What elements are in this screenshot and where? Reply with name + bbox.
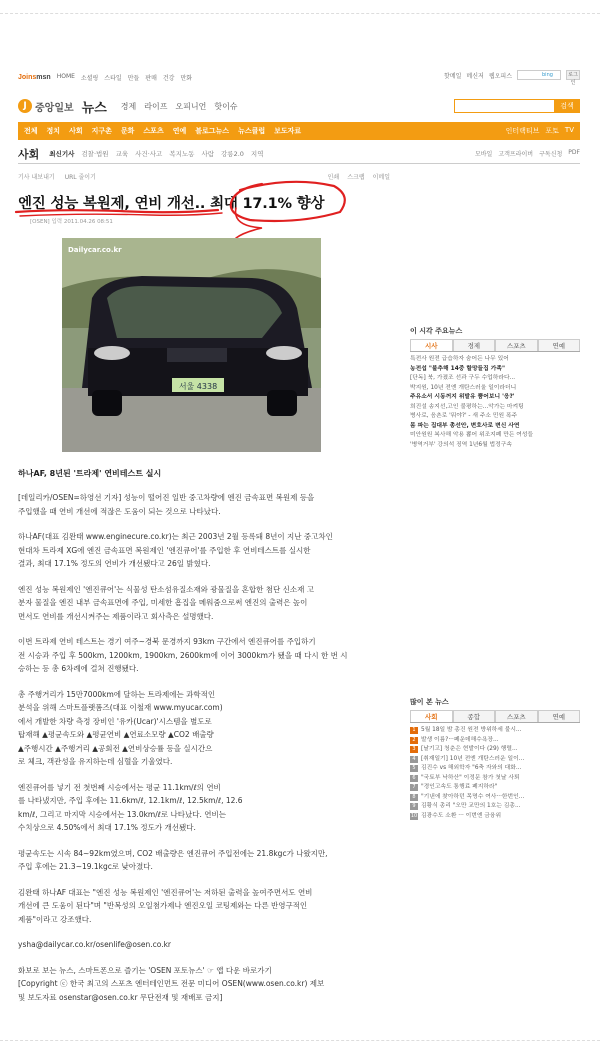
article-paragraph: [데일리카/OSEN=하영선 기자] 성능이 떨어진 일반 중고차량에 엔진 금속표면 복원제 등을 주입했을 때 연비 개선에 적잖은 도움이 되는 것으로 나타났다.: [18, 493, 315, 516]
most-viewed-item[interactable]: [410, 755, 580, 765]
sidebar-top-title: 이 시각 주요뉴스: [410, 327, 463, 335]
logo-part-msn: msn: [36, 73, 51, 81]
photo-caption: 하나AF, 8년된 '트라제' 연비테스트 실시: [18, 469, 162, 478]
rank-number: 2: [410, 737, 418, 744]
sidebar-top-tab[interactable]: 스포츠: [495, 339, 538, 351]
sub-nav-link[interactable]: 사람: [201, 150, 215, 158]
util-right-link[interactable]: 핫메일: [444, 72, 462, 80]
sidebar-most-viewed-tab[interactable]: 스포츠: [495, 710, 538, 722]
sub-nav-right-link[interactable]: 구독신청: [539, 151, 563, 158]
sub-nav-right-link[interactable]: PDF: [568, 149, 580, 156]
rank-number: 9: [410, 803, 418, 810]
sidebar-top-item[interactable]: 특전사 원전 급습하자 숨어든 나무 있어: [410, 356, 509, 362]
util-right-link[interactable]: 웹오피스: [488, 72, 512, 80]
most-viewed-item[interactable]: [410, 774, 580, 784]
category-right-link[interactable]: 인터랙티브: [505, 127, 540, 135]
most-viewed-item-title: 발생 이름?···폐운데해수욕장...: [421, 736, 499, 743]
category-right: [506, 126, 574, 136]
util-nav-link[interactable]: 스타일: [104, 74, 122, 82]
rank-number: 10: [410, 812, 418, 819]
util-nav-link[interactable]: 만들: [127, 74, 140, 82]
most-viewed-item-title: 김진수 vs 해외학자 "6축 자와의 대화...: [421, 765, 522, 771]
license-plate: 서울 4338: [178, 382, 218, 391]
sub-nav-link[interactable]: 지역: [250, 150, 264, 158]
sidebar-top-news: [410, 326, 580, 450]
bing-search-input[interactable]: bing: [517, 70, 561, 80]
rank-number: 5: [410, 765, 418, 772]
sidebar-most-viewed-tab[interactable]: 연예: [538, 710, 581, 722]
category-link[interactable]: 연예: [172, 127, 187, 135]
most-viewed-item[interactable]: [410, 726, 580, 736]
article-paragraph: 이번 트라제 연비 테스트는 경기 여주~경북 문경까지 93km 구간에서 엔진큐어를 주입하기 전 시승과 주입 후 500km, 1200km, 1900km, 2600km에 이어 3000km가 됐을 때 다시 한 번 시 승하는 등 총 6차례에 걸쳐 진행됐다.: [18, 637, 348, 673]
category-link[interactable]: 뉴스클럽: [238, 127, 266, 135]
joins-msn-logo[interactable]: [18, 74, 51, 81]
van-photo-illustration: [62, 238, 321, 452]
util-nav-link[interactable]: HOME: [56, 72, 75, 80]
sidebar-top-item[interactable]: 박지원, 10년 전엔 개탄스러울 일이라더니: [410, 384, 517, 391]
sidebar-top-item[interactable]: 병사로, 음촌로 '뭐야?' - 새 주소 민원 폭주: [410, 413, 518, 419]
headline-part2: 최대 17.1% 향상: [210, 196, 325, 212]
article-paragraph: 총 주행거리가 15만7000km에 달하는 트라제에는 과학적인 분석을 위해 스마트플랫폼즈(대표 이철재 www.myucar.com) 에서 개발한 차량 측정 장비인 '유카(Ucar)'시스템을 별도로 탑재해 ▲평균속도와 ▲평균연비 ▲연료소모량 ▲CO2 배출량 ▲주행시간 ▲주행거리 ▲공회전 ▲연비상승률 등을 실시간으 로 체크, 객관성을 유지하는데 심혈을 기울였다.: [18, 689, 223, 766]
util-nav-link[interactable]: 소셜링: [80, 74, 99, 82]
rank-number: 3: [410, 746, 418, 753]
utility-bar: [18, 70, 580, 84]
rank-number: 8: [410, 794, 418, 801]
rank-number: 4: [410, 756, 418, 763]
sidebar-top-item[interactable]: 미안원원 복사해 악용 뽑어 위조지폐 만든 여성들: [410, 432, 534, 438]
article-headline: [18, 192, 398, 213]
category-items: [24, 126, 301, 136]
sidebar-top-tab[interactable]: 연예: [538, 339, 581, 351]
article-paragraph: 평균속도는 시속 84~92km였으며, CO2 배출량은 엔진큐어 주입전에는 21.8kgc가 나왔지만, 주입 후에는 21.3~19.1kgc로 낮아졌다.: [18, 848, 328, 871]
sidebar-most-viewed-list: [410, 726, 580, 821]
header-nav-link[interactable]: 핫이슈: [214, 101, 238, 111]
sidebar-most-viewed: [410, 697, 580, 821]
most-viewed-item-title: [취재일기] 10년 전엔 개탄스러운 일이...: [421, 755, 525, 762]
torn-bottom-edge: [0, 1040, 600, 1055]
header-nav-link[interactable]: 라이프: [144, 101, 168, 111]
site-header: [18, 95, 580, 117]
category-right-link[interactable]: 포토: [545, 127, 559, 135]
search-button[interactable]: 검색: [554, 99, 580, 113]
article-paragraph: 엔진큐어를 넣기 전 첫번째 시승에서는 평균 11.1km/ℓ의 연비 를 나타냈지만, 주입 후에는 11.6km/ℓ, 12.1km/ℓ, 12.5km/ℓ, 12.6 km/ℓ, 그리고 마지막 시승에서는 13.0km/ℓ로 나타났다. 연비는 수치상으로 4.50%에서 최대 17.1% 정도가 개선됐다.: [18, 782, 243, 832]
category-link[interactable]: 블로그뉴스: [195, 127, 230, 135]
joongang-logo-icon[interactable]: J: [18, 99, 32, 113]
most-viewed-item-title: [날기고] 청춘은 현발이다 (29) 행렬...: [421, 746, 518, 752]
sidebar-top-item[interactable]: 주유소서 시동꺼지 위발유 뿜어보니 '응?': [410, 394, 515, 400]
sub-nav-link[interactable]: 사건·사고: [135, 150, 163, 158]
header-nav: [121, 101, 238, 112]
article-tools: [18, 172, 390, 182]
search-box: [454, 99, 580, 113]
sub-nav-link[interactable]: 강릉2.0: [221, 150, 244, 158]
article-paragraph: ysha@dailycar.co.kr/osenlife@osen.co.kr: [18, 940, 171, 949]
sidebar-top-tab[interactable]: 시사: [410, 339, 453, 351]
article-paragraph: 김완태 하나AF 대표는 "엔진 성능 복원제인 '엔진큐어'는 저하된 출력을 높여주면서도 연비 개선에 큰 도움이 된다"며 "반복성의 오일첨가제나 엔진오일 코팅제와는 다른 반영구적인 제품"이라고 강조했다.: [18, 887, 313, 924]
most-viewed-item[interactable]: [410, 783, 580, 793]
tool-link[interactable]: 기사 내보내기: [18, 174, 55, 181]
sub-nav-link[interactable]: 최신기사: [49, 150, 75, 158]
most-viewed-item[interactable]: [410, 736, 580, 746]
util-nav-link[interactable]: 판매: [145, 74, 157, 82]
most-viewed-item-title: "경인고속도 통행료 폐지하라": [421, 784, 498, 790]
sidebar-top-tabs: [410, 339, 580, 352]
sidebar-most-viewed-tab[interactable]: 종합: [453, 710, 496, 722]
category-link[interactable]: 사회: [69, 127, 83, 135]
sidebar-top-list: [410, 355, 580, 450]
most-viewed-item-title: "국토부 낙하산" 이정문 참가 첫날 사퇴: [421, 774, 520, 781]
sub-nav-right: [475, 149, 580, 158]
most-viewed-item[interactable]: [410, 745, 580, 755]
tool-link[interactable]: URL 줄이기: [64, 174, 96, 181]
tool-action-link[interactable]: 인쇄: [327, 174, 340, 181]
sidebar-top-item[interactable]: 농전섭 "불추해 14중 할망들집 가족": [410, 365, 505, 372]
sub-nav-right-link[interactable]: 고객프라이버: [498, 151, 534, 158]
main-category-bar: [18, 122, 580, 140]
rank-number: 1: [410, 727, 418, 734]
sidebar-most-viewed-title: 많이 본 뉴스: [410, 698, 449, 706]
sidebar-most-viewed-tabs: [410, 710, 580, 723]
header-nav-link[interactable]: 오피니언: [175, 101, 207, 111]
most-viewed-item[interactable]: [410, 764, 580, 774]
sidebar-top-item[interactable]: '병역거부' 강의석 징역 1년6월 법정구속: [410, 441, 512, 448]
photo-watermark: Dailycar.co.kr: [68, 246, 122, 254]
section-title[interactable]: 뉴스: [81, 100, 107, 116]
sidebar-top-item[interactable]: [단독] 북, 가졌조 선과 구두 수업하라다...: [410, 375, 516, 381]
most-viewed-item[interactable]: [410, 793, 580, 803]
login-button[interactable]: 로그인: [566, 70, 580, 80]
category-link[interactable]: 정치: [46, 127, 61, 135]
sub-nav-items: [49, 149, 263, 158]
sub-nav-right-link[interactable]: 모바일: [474, 151, 493, 158]
category-link[interactable]: 지구촌: [91, 127, 112, 135]
sidebar-most-viewed-tab[interactable]: 사회: [410, 710, 453, 722]
header-nav-link[interactable]: 경제: [120, 101, 137, 111]
torn-top-edge: [0, 0, 600, 14]
most-viewed-item[interactable]: [410, 802, 580, 812]
most-viewed-item-title: "기낸에 찾아하던 목명수 여사···한번인...: [421, 793, 525, 800]
category-link[interactable]: 보도자료: [274, 127, 302, 135]
tool-action-link[interactable]: 이메일: [372, 174, 390, 181]
article-paragraph: 엔진 성능 복원제인 '엔진큐어'는 식물성 탄소섬유질소재와 광물질을 혼합한 첨단 신소재 고 분자 물질을 엔진 내부 금속표면에 주입, 미세한 흠집을 메워줌으로써 엔진의 출력은 높이 면서도 연비를 개선시켜주는 제품이라고 회사측은 설명했다.: [18, 584, 315, 621]
sub-nav: [18, 144, 580, 164]
category-link[interactable]: 스포츠: [143, 127, 164, 135]
most-viewed-item-title: 김황식 총리 "오만 교만의 1호는 김총...: [421, 803, 521, 809]
utility-right: [444, 70, 580, 86]
category-link[interactable]: 문화: [120, 127, 135, 135]
article-paragraph: 화보로 보는 뉴스, 스마트폰으로 즐기는 'OSEN 포토뉴스' ☞ 앱 다운 바로가기 [Copyright ⓒ 한국 최고의 스포츠 엔터테인먼트 전문 미디어 OSEN(www.osen.co.kr) 제보 및 보도자료 osenstar@osen.co.kr 무단전재 및 재배포 금지]: [18, 965, 325, 1002]
logo-part-joins: Joins: [18, 73, 37, 81]
category-link[interactable]: 전체: [24, 127, 38, 135]
tool-action-link[interactable]: 스크랩: [347, 174, 365, 181]
util-nav-link[interactable]: 건강: [162, 74, 175, 82]
article-body: [18, 491, 393, 1016]
sub-nav-link[interactable]: 검찰·법원: [81, 150, 109, 158]
brand-name[interactable]: 중앙일보: [35, 102, 74, 114]
sidebar-top-item[interactable]: 몸 파는 집대부 총선안, 변호사로 변신 사연: [410, 422, 520, 429]
sub-nav-link[interactable]: 교육: [115, 150, 129, 158]
sidebar-top-tab[interactable]: 경제: [453, 339, 496, 351]
category-right-link[interactable]: TV: [564, 126, 574, 134]
headline-part1: 엔진 성능 복원제, 연비 개선..: [18, 196, 206, 212]
rank-number: 6: [410, 775, 418, 782]
sidebar-top-item[interactable]: 희진설 송지선,고인 불평하는...악가는 마켜팅: [410, 403, 524, 410]
search-input[interactable]: [454, 99, 554, 113]
article-paragraph: 하나AF(대표 김완태 www.enginecure.co.kr)는 최근 2003년 2월 등록돼 8년이 지난 중고차인 현대차 트라제 XG에 엔진 금속표면 복원제인 '엔진큐어'를 주입한 후 연비테스트를 실시한 결과, 최대 17.1% 정도의 연비가 개선됐다고 26일 밝혔다.: [18, 532, 333, 568]
utility-nav: [57, 73, 192, 82]
rank-number: 7: [410, 784, 418, 791]
util-nav-link[interactable]: 만화: [180, 74, 193, 82]
util-right-link[interactable]: 메신저: [466, 72, 484, 80]
red-underline-stroke-2: [20, 213, 222, 216]
byline: [OSEN] 입력 2011.04.26 08:51: [30, 219, 113, 225]
most-viewed-item-title: 김광수도 소환 ··· 이번엔 금융위: [421, 812, 502, 819]
sub-nav-link[interactable]: 복지노동: [169, 150, 195, 158]
article-photo[interactable]: [62, 238, 321, 452]
most-viewed-item-title: 5월 18일 밤 총진 원전 방위하세 불시...: [421, 727, 522, 733]
most-viewed-item[interactable]: [410, 812, 580, 822]
sub-section-title[interactable]: 사회: [18, 147, 40, 161]
